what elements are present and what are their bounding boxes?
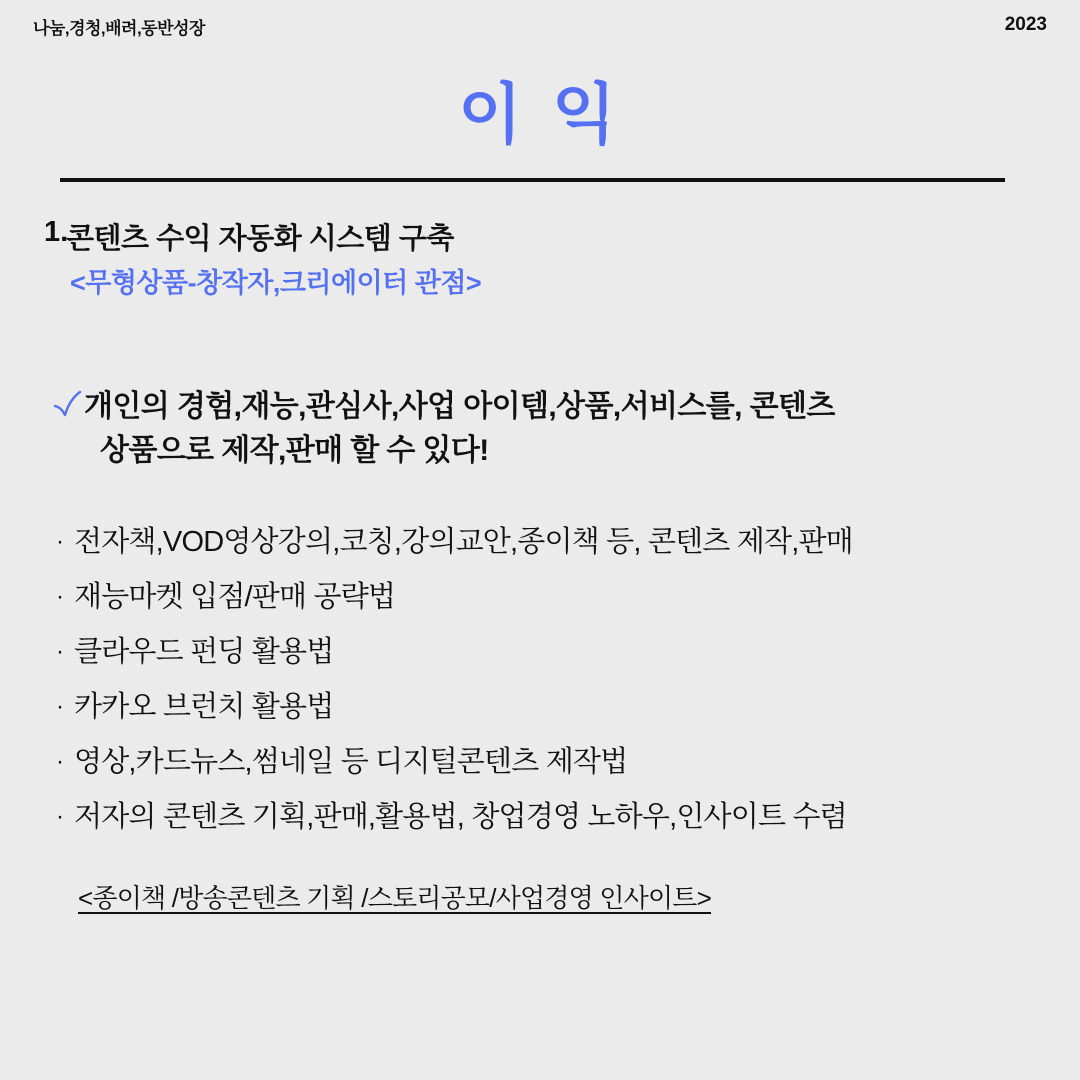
bullet-list — [56, 528, 1066, 915]
header-tagline: 나눔,경청,배려,동반성장 — [33, 19, 205, 38]
section-subheading: <무형상품-창작자,크리에이터 관점> — [70, 268, 482, 298]
highlight-line-2: 상품으로 제작,판매 할 수 있다! — [100, 433, 489, 467]
list-item — [56, 583, 1066, 612]
bullet-text: 영상,카드뉴스,썸네일 등 디지털콘텐츠 제작법 — [74, 746, 628, 778]
bullet-marker: · — [56, 528, 64, 555]
bullet-text: 저자의 콘텐츠 기획,판매,활용법, 창업경영 노하우,인사이트 수렴 — [74, 801, 847, 833]
highlight-text — [84, 385, 1014, 473]
list-item — [56, 638, 1066, 667]
bullet-marker: · — [56, 803, 64, 830]
header-year: 2023 — [1004, 14, 1047, 35]
section-heading: 콘텐츠 수익 자동화 시스템 구축 — [66, 223, 454, 255]
page-title: 이 익 — [458, 77, 622, 151]
bullet-text: 재능마켓 입점/판매 공략법 — [74, 581, 396, 613]
bullet-marker: · — [56, 583, 64, 610]
highlight-line-1: 개인의 경험,재능,관심사,사업 아이템,상품,서비스를, 콘텐츠 — [84, 390, 835, 423]
check-icon — [52, 390, 82, 420]
list-item — [56, 528, 1066, 557]
bullet-marker: · — [56, 748, 64, 775]
bullet-text: 클라우드 펀딩 활용법 — [74, 636, 334, 668]
title-divider — [60, 178, 1005, 182]
bullet-text: 전자책,VOD영상강의,코칭,강의교안,종이책 등, 콘텐츠 제작,판매 — [74, 526, 853, 558]
list-item — [56, 748, 1066, 777]
sub-note: <종이책 /방송콘텐츠 기획 /스토리공모/사업경영 인사이트> — [78, 883, 712, 913]
list-item — [56, 693, 1066, 722]
bullet-marker: · — [56, 693, 64, 720]
section-number: 1. — [44, 216, 69, 248]
bullet-text: 카카오 브런치 활용법 — [74, 691, 334, 723]
list-item — [56, 803, 1066, 832]
bullet-marker: · — [56, 638, 64, 665]
